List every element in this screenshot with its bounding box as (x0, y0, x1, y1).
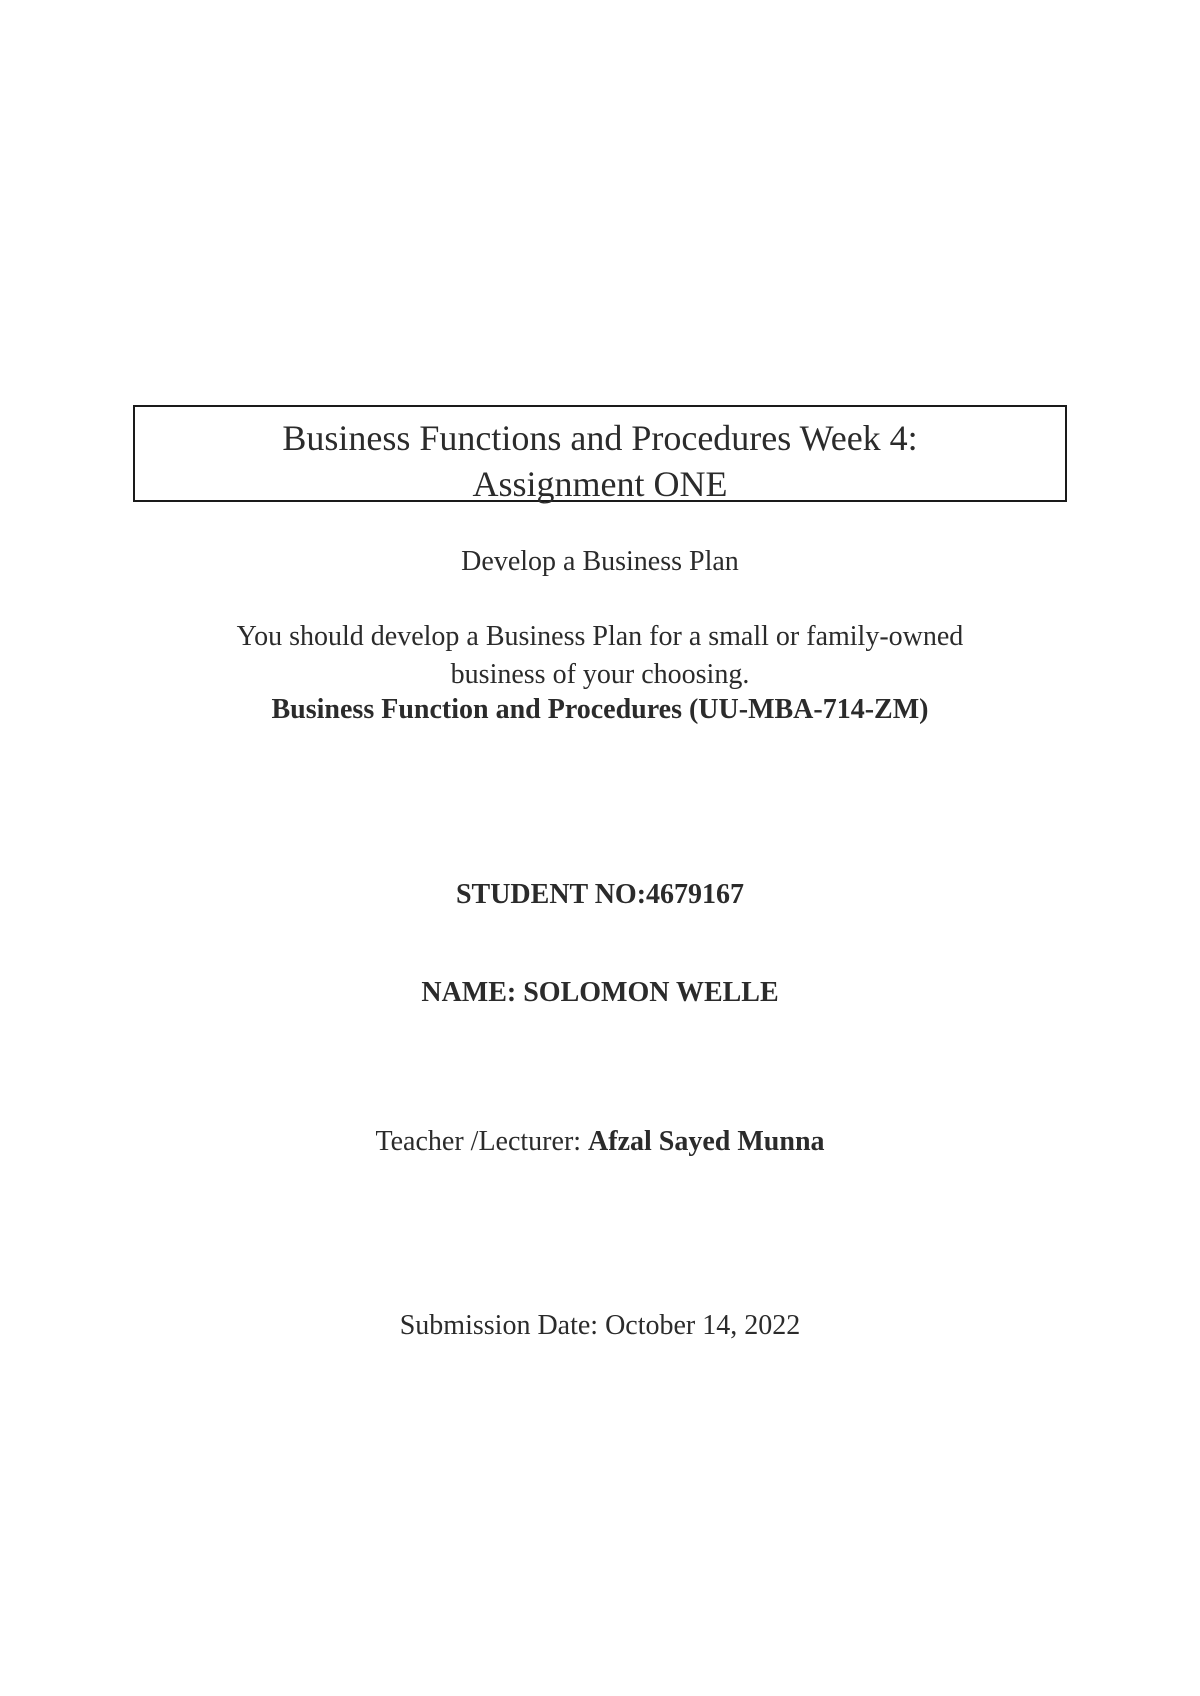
title-line-2: Assignment ONE (472, 464, 728, 504)
student-name: NAME: SOLOMON WELLE (421, 977, 779, 1008)
lecturer-name: Afzal Sayed Munna (588, 1126, 825, 1157)
subtitle: Develop a Business Plan (461, 546, 739, 577)
description-line-2: business of your choosing. (450, 659, 750, 690)
description (0, 618, 1200, 694)
course-title: Business Function and Procedures (UU-MBA-714-ZM) (271, 694, 929, 725)
student-number: STUDENT NO:4679167 (455, 879, 745, 910)
title-line-1: Business Functions and Procedures Week 4: (282, 418, 918, 458)
lecturer (0, 1124, 1200, 1160)
title-box (133, 405, 1067, 502)
description-line-1: You should develop a Business Plan for a small or family-owned (236, 621, 964, 652)
submission-label: Submission Date: (399, 1310, 606, 1341)
lecturer-label: Teacher /Lecturer: (375, 1126, 589, 1157)
submission-date (0, 1308, 1200, 1344)
submission-date-value: October 14, 2022 (605, 1310, 801, 1341)
